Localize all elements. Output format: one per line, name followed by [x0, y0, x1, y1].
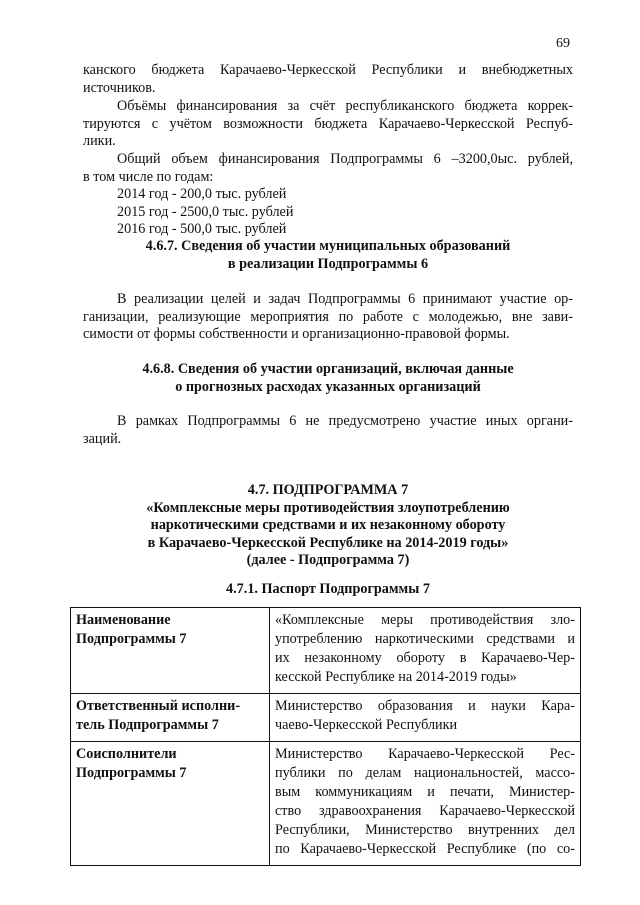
table-row	[71, 694, 581, 742]
financing-year-line: 2016 год - 500,0 тыс. рублей	[117, 221, 287, 237]
budget-adjust-paragraph	[83, 98, 573, 151]
text-line: симости от формы собственности и организационно-правовой формы.	[83, 326, 510, 342]
table-value-cell: Министерство Карачаево-Черкесской Рес- публики по делам национальностей, массо- вым коммуникациям и печати, Министер- ство здравоохранения Карачаево-Черкесской Республики, Министерство внутренних дел по Карачаево-Черкесской Республике (по со-	[270, 742, 581, 866]
text-line: ганизации, реализующие мероприятия по работе с молодежью, вне зави-	[83, 308, 573, 325]
organizations-paragraph	[83, 413, 573, 448]
text-line: канского бюджета Карачаево-Черкесской Республики и внебюджетных	[83, 62, 573, 78]
text-line: В реализации целей и задач Подпрограммы 6 принимают участие ор-	[117, 291, 573, 307]
section-heading-4-6-8: 4.6.8. Сведения об участии организаций, включая данные о прогнозных расходах указанных организаций	[142, 361, 514, 395]
text-line: лики.	[83, 133, 116, 149]
table-value-cell: Министерство образования и науки Кара- чаево-Черкесской Республики	[270, 694, 581, 742]
subprogram-title: 4.7. ПОДПРОГРАММА 7	[247, 482, 409, 498]
municipal-participation-paragraph	[83, 291, 573, 344]
financing-paragraph	[83, 151, 573, 239]
text-line: заций.	[83, 430, 122, 447]
text-line: в том числе по годам:	[83, 168, 214, 185]
page-number: 69	[556, 36, 570, 51]
passport-table	[70, 607, 581, 866]
text-line: источников.	[83, 79, 156, 96]
text-line: Объёмы финансирования за счёт республиканского бюджета коррек-	[117, 98, 573, 114]
financing-year-line: 2015 год - 2500,0 тыс. рублей	[117, 203, 294, 220]
table-label-cell: Наименование Подпрограммы 7	[71, 608, 270, 694]
table-value-cell: «Комплексные меры противодействия зло- употреблению наркотическими средствами и их незаконному обороту в Карачаево-Чер- кесской Республике на 2014-2019 годы»	[270, 608, 581, 694]
text-line: В рамках Подпрограммы 6 не предусмотрено участие иных органи-	[117, 413, 573, 429]
text-line: Общий объем финансирования Подпрограммы 6 –3200,0ыс. рублей,	[117, 151, 573, 167]
table-label-cell: Ответственный исполни- тель Подпрограммы 7	[71, 694, 270, 742]
section-heading-4-7: 4.7. ПОДПРОГРАММА 7 «Комплексные меры противодействия злоупотреблению наркотическими средствами и их незаконному обороту в Карачаево-Черкесской Республике на 2014-2019 годы» (далее - Подпрограмма 7)	[83, 482, 573, 570]
financing-year-line: 2014 год - 200,0 тыс. рублей	[117, 186, 287, 202]
intro-paragraph	[83, 62, 573, 97]
section-heading-4-7-1: 4.7.1. Паспорт Подпрограммы 7	[226, 581, 430, 597]
section-heading-4-6-7: 4.6.7. Сведения об участии муниципальных образований в реализации Подпрограммы 6	[145, 238, 511, 272]
text-line: тируются с учётом возможности бюджета Карачаево-Черкесской Респуб-	[83, 115, 573, 132]
table-row	[71, 742, 581, 866]
table-row	[71, 608, 581, 694]
table-label-cell: Соисполнители Подпрограммы 7	[71, 742, 270, 866]
